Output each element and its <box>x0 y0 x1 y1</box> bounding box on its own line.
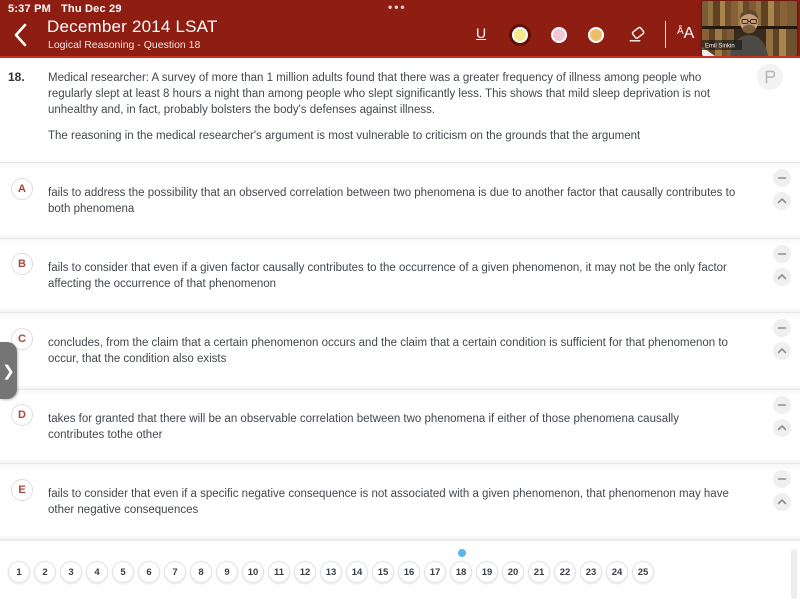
question-number-button[interactable] <box>580 561 602 583</box>
question-number-label: 23 <box>585 566 597 578</box>
chevron-up-icon <box>777 272 787 282</box>
answer-choice-a <box>0 162 800 238</box>
question-number-button[interactable] <box>424 561 446 583</box>
question-number-label: 8 <box>198 566 204 578</box>
choice-b-text: fails to consider that even if a given factor causally contributes to the occurrence of a given phenomenon, it may not be the only factor affecting the occurrence of that phenomenon <box>48 261 727 290</box>
question-number-button[interactable] <box>112 561 134 583</box>
question-number-label: 11 <box>273 566 285 578</box>
question-number-label: 22 <box>559 566 571 578</box>
question-number-button[interactable] <box>164 561 186 583</box>
choice-c-text: concludes, from the claim that a certain phenomenon occurs and the claim that a certain condition is sufficient for that phenomenon to occur, that the condition also exists <box>48 337 728 365</box>
question-text <box>48 70 748 144</box>
status-bar <box>8 3 122 15</box>
font-size-large-label: A <box>683 25 695 42</box>
header-bar <box>0 0 800 56</box>
choice-e-text: fails to consider that even if a specific negative consequence is not associated with a given phenomenon, that phenomenon may have other negative consequences <box>48 487 729 516</box>
question-stimulus: Medical researcher: A survey of more than 1 million adults found that there was a greater frequency of illness among people who regularly slept at least 8 hours a night than among people who slept significantly less. This shows that mild sleep deprivation is not unhealthy and, in fact, probably bolsters the body's defenses against illness. <box>48 72 711 116</box>
question-number-button[interactable] <box>372 561 394 583</box>
promote-choice-b-button[interactable] <box>773 268 791 286</box>
question-number-label: 1 <box>16 566 22 578</box>
question-number-label: 4 <box>94 566 100 578</box>
strike-choice-a-button[interactable] <box>773 169 791 187</box>
choice-a-button[interactable]: A <box>11 178 33 200</box>
question-number-button[interactable] <box>554 561 576 583</box>
question-number-label: 16 <box>403 566 415 578</box>
page-subtitle: Logical Reasoning - Question 18 <box>48 39 201 51</box>
multitask-indicator[interactable]: ••• <box>388 0 407 14</box>
chevron-left-icon <box>10 22 32 48</box>
minus-icon <box>777 249 787 259</box>
question-number-label: 20 <box>507 566 519 578</box>
highlighter-yellow-button[interactable] <box>512 27 528 43</box>
question-number-button[interactable] <box>294 561 316 583</box>
question-number-button[interactable] <box>60 561 82 583</box>
eraser-tool-button[interactable] <box>626 26 648 45</box>
chevron-up-icon <box>777 346 787 356</box>
promote-choice-a-button[interactable] <box>773 192 791 210</box>
strike-choice-e-button[interactable] <box>773 470 791 488</box>
question-number-button[interactable] <box>502 561 524 583</box>
minus-icon <box>777 400 787 410</box>
question-number-button[interactable] <box>476 561 498 583</box>
choice-d-button[interactable]: D <box>11 404 33 426</box>
question-number-button[interactable] <box>450 561 472 583</box>
question-number-button[interactable] <box>528 561 550 583</box>
promote-choice-e-button[interactable] <box>773 493 791 511</box>
strike-choice-c-button[interactable] <box>773 319 791 337</box>
question-number: 18. <box>8 70 25 84</box>
strike-choice-d-button[interactable] <box>773 396 791 414</box>
question-pagination <box>8 561 654 583</box>
question-number-label: 14 <box>351 566 363 578</box>
question-number-label: 24 <box>611 566 623 578</box>
promote-choice-d-button[interactable] <box>773 419 791 437</box>
answer-choice-d <box>0 389 800 463</box>
question-navigation-bar <box>0 540 800 602</box>
participant-name: Emil Sinkin <box>705 43 735 50</box>
question-number-label: 12 <box>299 566 311 578</box>
page-title: December 2014 LSAT <box>47 17 218 36</box>
question-number-label: 18 <box>455 566 467 578</box>
question-number-button[interactable] <box>216 561 238 583</box>
question-number-button[interactable] <box>190 561 212 583</box>
question-number-label: 9 <box>224 566 230 578</box>
question-number-button[interactable] <box>86 561 108 583</box>
flag-icon <box>762 69 778 85</box>
question-number-label: 10 <box>247 566 259 578</box>
answer-choice-c <box>0 312 800 389</box>
strike-choice-b-button[interactable] <box>773 245 791 263</box>
question-number-label: 19 <box>481 566 493 578</box>
question-number-button[interactable] <box>34 561 56 583</box>
chevron-right-icon: ❯ <box>2 362 15 380</box>
question-number-label: 6 <box>146 566 152 578</box>
question-number-button[interactable] <box>606 561 628 583</box>
question-number-button[interactable] <box>320 561 342 583</box>
question-prompt: The reasoning in the medical researcher's argument is most vulnerable to criticism on the grounds that the argument <box>48 130 641 142</box>
minus-icon <box>777 173 787 183</box>
status-date: Thu Dec 29 <box>60 3 122 15</box>
choice-a-text: fails to address the possibility that an observed correlation between two phenomena is due to another factor that causally contributes to both phenomena <box>48 186 736 215</box>
question-number-label: 7 <box>172 566 178 578</box>
status-time: 5:37 PM <box>8 3 51 15</box>
answer-choice-e <box>0 463 800 540</box>
underline-tool-button[interactable]: U <box>476 25 487 41</box>
webcam-frame <box>702 1 797 56</box>
choice-d-text: takes for granted that there will be an observable correlation between two phenomena if either of those phenomena causally contributes tothe other <box>48 412 679 441</box>
question-number-button[interactable] <box>268 561 290 583</box>
question-number-label: 21 <box>533 566 545 578</box>
choice-b-button[interactable]: B <box>11 253 33 275</box>
scroll-indicator[interactable] <box>791 549 797 599</box>
question-number-button[interactable] <box>632 561 654 583</box>
webcam-video[interactable] <box>702 1 797 56</box>
highlighter-orange-button[interactable] <box>588 27 604 43</box>
flag-question-button[interactable] <box>757 64 783 90</box>
minus-icon <box>777 474 787 484</box>
side-drawer-handle[interactable] <box>0 342 17 399</box>
question-stimulus-section <box>0 58 800 162</box>
font-size-small-label: Å <box>677 26 684 37</box>
choice-c-button[interactable]: C <box>11 328 33 350</box>
question-number-button[interactable] <box>138 561 160 583</box>
eraser-icon <box>626 26 648 45</box>
toolbar-divider <box>665 21 666 48</box>
chevron-up-icon <box>777 196 787 206</box>
question-number-label: 13 <box>325 566 337 578</box>
question-number-label: 2 <box>42 566 48 578</box>
question-number-button[interactable] <box>8 561 30 583</box>
question-number-label: 15 <box>377 566 389 578</box>
question-number-label: 25 <box>637 566 649 578</box>
question-number-label: 5 <box>120 566 126 578</box>
promote-choice-c-button[interactable] <box>773 342 791 360</box>
font-size-button[interactable] <box>677 25 694 43</box>
back-button[interactable] <box>10 22 32 48</box>
question-number-button[interactable] <box>398 561 420 583</box>
question-number-button[interactable] <box>346 561 368 583</box>
answer-choice-b <box>0 238 800 312</box>
chevron-up-icon <box>777 423 787 433</box>
choice-e-button[interactable]: E <box>11 479 33 501</box>
current-question-dot <box>458 549 466 557</box>
question-number-label: 17 <box>429 566 441 578</box>
highlighter-pink-button[interactable] <box>551 27 567 43</box>
question-number-label: 3 <box>68 566 74 578</box>
question-number-button[interactable] <box>242 561 264 583</box>
chevron-up-icon <box>777 497 787 507</box>
minus-icon <box>777 323 787 333</box>
